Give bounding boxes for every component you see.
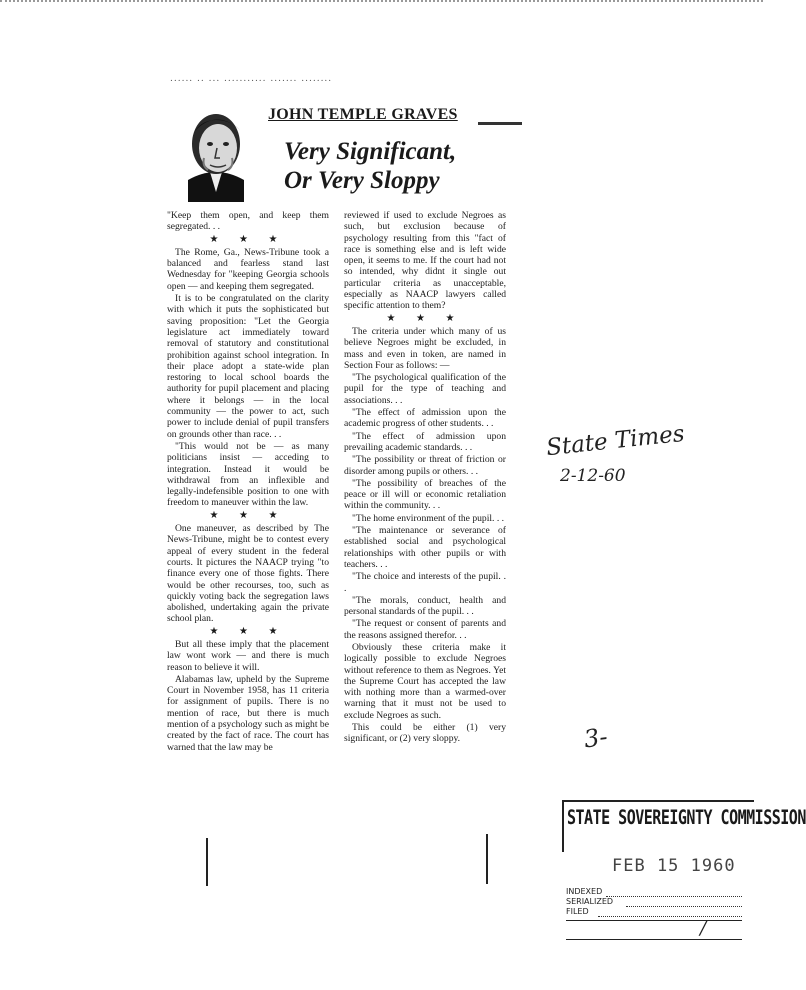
column-b-paragraph: "The maintenance or severance of established social and psychological relationships with other pupils or with teachers. . . <box>344 525 506 570</box>
clipping-edge-left <box>206 838 208 886</box>
clipping-edge-right <box>486 834 488 884</box>
column-a-paragraph: Alabamas law, upheld by the Supreme Court in November 1958, has 11 criteria for assignment of pupils. There is no mention of race, but there is much mention of a psychology such as might be created by the fact of race. The court has warned that the law may be <box>167 673 329 753</box>
stamp-label-serialized: SERIALIZED <box>566 897 614 906</box>
stamp-title: STATE SOVEREIGNTY COMMISSION <box>567 806 806 830</box>
column-b-paragraph: "The choice and interests of the pupil. . . <box>344 571 506 594</box>
column-a-paragraph: "This would not be — as many politicians insist — acceding to integration. Instead it would be withdrawal from an inflexible and legally-indefensible position to one with freedom to maneuver within the law. <box>167 440 329 509</box>
column-b-paragraph: "The possibility or threat of friction or disorder among pupils or others. . . <box>344 454 506 477</box>
column-b-paragraph: "The effect of admission upon prevailing academic standards. . . <box>344 430 506 453</box>
column-a <box>167 210 329 754</box>
handwritten-source: State Times <box>545 420 686 462</box>
section-stars: ★ ★ ★ <box>209 625 287 637</box>
column-a-paragraph: It is to be congratulated on the clarity with which it puts the sophisticated but saving proposition: "Let the Georgia legislature act immediately toward removal of statutory and constitutional prohibition against school integration. In their place adopt a state-wide plan restoring to local school boards the authority for pupil placement and placing where it belongs — in the local community — the power to act, such power to include denial of pupil transfers on grounds other than race. . . <box>167 293 329 440</box>
column-b-paragraph: "The effect of admission upon the academic progress of other students. . . <box>344 407 506 430</box>
handwritten-date: 2-12-60 <box>560 466 626 486</box>
top-dotted-edge <box>0 0 763 4</box>
stamp-line-serialized <box>626 906 742 907</box>
stamp-filing-box <box>566 920 742 940</box>
filing-initials-mark: / <box>700 918 707 939</box>
headline <box>284 137 456 195</box>
column-a-paragraph: "Keep them open, and keep them segregated. . . <box>167 210 329 233</box>
handwritten-note: 3- <box>582 722 610 754</box>
clipping-top-fragment: ...... .. ... ........... ....... ........ <box>170 74 333 84</box>
column-b-paragraph: The criteria under which many of us believe Negroes might be excluded, in mass and even in token, are named in Section Four as follows: — <box>344 325 506 371</box>
column-b-paragraph: "The possibility of breaches of the peace or ill will or economic retaliation within the community. . . <box>344 477 506 512</box>
column-b-paragraph: "The morals, conduct, health and personal standards of the pupil. . . <box>344 594 506 618</box>
byline-rule <box>478 122 522 125</box>
stamp-date: FEB 15 1960 <box>612 856 736 876</box>
headline-line-2: Or Very Sloppy <box>284 167 440 194</box>
stamp-labels <box>566 887 613 917</box>
stamp-line-filed <box>598 916 742 917</box>
author-portrait <box>180 102 252 202</box>
stamp-label-filed: FILED <box>566 907 589 916</box>
column-b-paragraph: "The request or consent of parents and the reasons assigned therefor. . . <box>344 618 506 641</box>
byline: JOHN TEMPLE GRAVES <box>268 106 458 123</box>
section-stars: ★ ★ ★ <box>209 233 287 245</box>
stamp-line-indexed <box>606 896 742 897</box>
column-a-paragraph: One maneuver, as described by The News-Tribune, might be to contest every appeal of every student in the federal courts. It pictures the NAACP trying "to finance every one of those fights. There would be other recourses, too, such as quickly voting back the segregation laws abolished, undertaking again the private school plan. <box>167 523 329 625</box>
stamp-label-indexed: INDEXED <box>566 887 603 896</box>
headline-line-1: Very Significant, <box>284 138 457 165</box>
column-a-paragraph: The Rome, Ga., News-Tribune took a balanced and fearless stand last Wednesday for "keeping Georgia schools open — and keeping them segregated. <box>167 246 329 292</box>
section-stars: ★ ★ ★ <box>386 312 464 324</box>
column-b-paragraph: "The psychological qualification of the pupil for the type of teaching and associations. . . <box>344 372 506 406</box>
column-b-paragraph: reviewed if used to exclude Negroes as such, but exclusion because of psychology resulting from this "fact of race is something else and is left wide open, it seems to me. If the court had not so intended, why didnt it single out particular criteria as unacceptable, especially as NAACP lawyers called specific attention to them? <box>344 210 506 312</box>
column-b <box>344 210 506 746</box>
column-a-paragraph: But all these imply that the placement law wont work — and there is much reason to believe it will. <box>167 638 329 673</box>
section-stars: ★ ★ ★ <box>209 509 287 521</box>
column-b-paragraph: Obviously these criteria make it logically possible to exclude Negroes without reference to them as Negroes. Yet the Supreme Court has accepted the law with nothing more than a warmed-over warning that it must not be used to exclude Negroes as such. <box>344 641 506 721</box>
column-b-paragraph: "The home environment of the pupil. . . <box>352 512 505 524</box>
column-b-paragraph: This could be either (1) very significant, or (2) very sloppy. <box>344 722 506 745</box>
